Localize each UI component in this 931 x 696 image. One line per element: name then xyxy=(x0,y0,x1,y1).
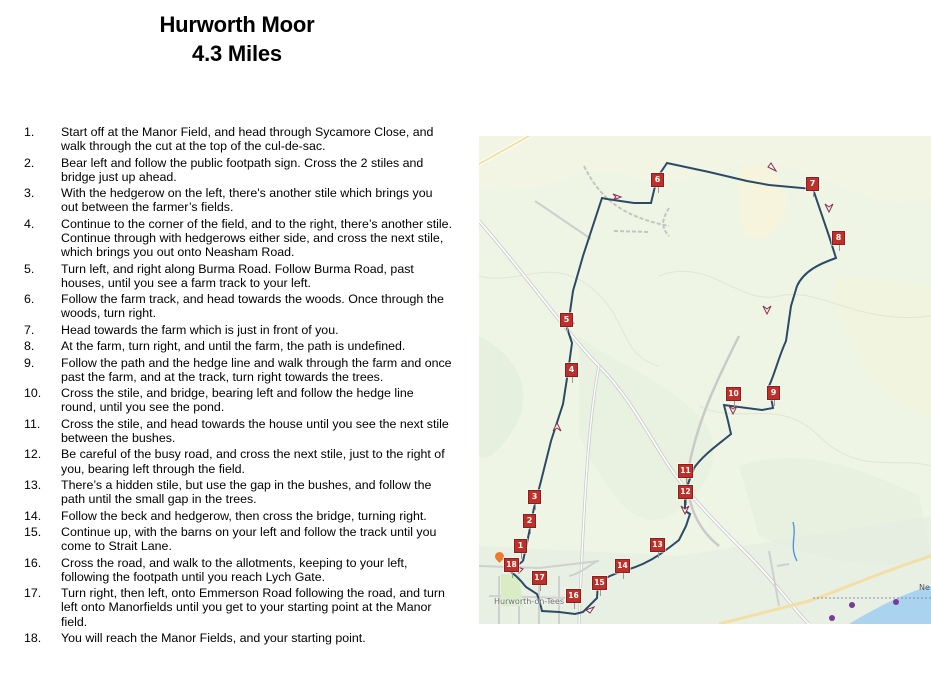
step-text: Start off at the Manor Field, and head through Sycamore Close, and walk through the cut at the top of the cul-de-sac. xyxy=(61,125,434,154)
step-text: Follow the beck and hedgerow, then cross the bridge, turning right. xyxy=(61,508,427,523)
direction-step xyxy=(22,386,452,414)
waypoint-marker-1[interactable]: 1 xyxy=(514,539,527,553)
direction-step xyxy=(22,478,452,506)
waypoint-marker-6[interactable]: 6 xyxy=(651,173,664,187)
step-number: 13. xyxy=(24,477,42,492)
direction-step xyxy=(22,125,452,153)
step-text: Cross the road, and walk to the allotments, keeping to your left, following the footpath until you reach Lych Gate. xyxy=(61,555,408,584)
step-text: You will reach the Manor Fields, and your starting point. xyxy=(61,630,366,645)
waypoint-marker-15[interactable]: 15 xyxy=(592,576,607,590)
step-text: Turn right, then left, onto Emmerson Road following the road, and turn left onto Manorfields until you get to your starting point at the Manor field. xyxy=(61,586,445,629)
direction-step xyxy=(22,586,452,629)
step-text: Continue to the corner of the field, and to the right, there’s another stile. Continue through with hedgerows either side, and cross the next stile, which brings you out onto Neasham Road. xyxy=(61,216,453,260)
step-number: 2. xyxy=(24,155,35,170)
waypoint-marker-4[interactable]: 4 xyxy=(565,363,578,377)
step-text: There’s a hidden stile, but use the gap in the bushes, and follow the path until the small gap in the trees. xyxy=(61,477,432,507)
direction-step xyxy=(22,186,452,214)
waypoint-marker-10[interactable]: 10 xyxy=(726,387,741,401)
map-terrain xyxy=(479,136,931,624)
waypoint-marker-13[interactable]: 13 xyxy=(650,538,665,552)
waypoint-marker-16[interactable]: 16 xyxy=(566,589,581,603)
direction-step xyxy=(22,356,452,384)
direction-step xyxy=(22,525,452,553)
step-text: Cross the stile, and bridge, bearing left and follow the hedge line round, until you see the pond. xyxy=(61,386,414,415)
direction-step xyxy=(22,292,452,320)
route-map xyxy=(479,136,931,624)
direction-step xyxy=(22,339,452,353)
step-text: At the farm, turn right, and until the farm, the path is undefined. xyxy=(61,339,406,354)
step-number: 16. xyxy=(24,555,42,570)
step-number: 18. xyxy=(24,630,42,645)
step-number: 12. xyxy=(24,447,42,462)
direction-step xyxy=(22,417,452,445)
step-text: Continue up, with the barns on your left and follow the track until you come to Strait Lane. xyxy=(61,524,437,554)
waypoint-marker-7[interactable]: 7 xyxy=(806,177,819,191)
town-label: Hurworth-on-Tees xyxy=(494,597,564,606)
waypoint-marker-3[interactable]: 3 xyxy=(528,490,541,504)
direction-step xyxy=(22,631,452,645)
step-number: 6. xyxy=(24,292,35,307)
waypoint-marker-9[interactable]: 9 xyxy=(767,386,780,400)
step-number: 17. xyxy=(24,586,42,601)
direction-step xyxy=(22,509,452,523)
direction-step xyxy=(22,447,452,475)
step-number: 3. xyxy=(24,186,35,201)
road-label: Ne xyxy=(919,583,930,592)
document-title xyxy=(130,10,344,68)
step-number: 4. xyxy=(24,216,35,231)
step-text: Turn left, and right along Burma Road. Follow Burma Road, past houses, until you see a farm track to your left. xyxy=(61,261,414,290)
direction-step xyxy=(22,262,452,290)
walk-name: Hurworth Moor xyxy=(159,12,315,37)
waypoint-marker-5[interactable]: 5 xyxy=(560,313,573,327)
step-number: 8. xyxy=(24,339,35,354)
waypoint-marker-17[interactable]: 17 xyxy=(532,571,547,585)
step-text: Head towards the farm which is just in front of you. xyxy=(61,322,339,337)
waypoint-marker-12[interactable]: 12 xyxy=(678,485,693,499)
step-text: With the hedgerow on the left, there's another stile which brings you out between the farmer’s fields. xyxy=(61,186,433,215)
waypoint-marker-8[interactable]: 8 xyxy=(832,231,845,245)
waypoint-marker-11[interactable]: 11 xyxy=(678,464,693,478)
directions-list xyxy=(22,125,452,647)
step-number: 7. xyxy=(24,322,35,337)
direction-step xyxy=(22,156,452,184)
step-text: Cross the stile, and head towards the house until you see the next stile between the bushes. xyxy=(61,416,449,445)
step-text: Follow the farm track, and head towards the woods. Once through the woods, turn right. xyxy=(61,292,444,321)
step-number: 11. xyxy=(24,416,41,431)
step-number: 1. xyxy=(24,125,35,139)
step-number: 15. xyxy=(24,524,42,539)
step-number: 9. xyxy=(24,355,35,370)
direction-step xyxy=(22,556,452,584)
waypoint-marker-2[interactable]: 2 xyxy=(523,514,536,528)
step-number: 10. xyxy=(24,386,42,401)
step-number: 5. xyxy=(24,261,35,276)
step-text: Follow the path and the hedge line and walk through the farm and once past the farm, and at the track, turn right towards the trees. xyxy=(61,355,452,384)
walk-distance: 4.3 Miles xyxy=(192,41,282,66)
step-text: Be careful of the busy road, and cross the next stile, just to the right of you, bearing left through the field. xyxy=(61,447,445,476)
direction-step xyxy=(22,217,452,260)
direction-step xyxy=(22,323,452,337)
waypoint-marker-14[interactable]: 14 xyxy=(615,559,630,573)
waypoint-marker-18[interactable]: 18 xyxy=(504,558,519,572)
step-text: Bear left and follow the public footpath sign. Cross the 2 stiles and bridge just up ahead. xyxy=(61,155,424,184)
step-number: 14. xyxy=(24,508,42,523)
